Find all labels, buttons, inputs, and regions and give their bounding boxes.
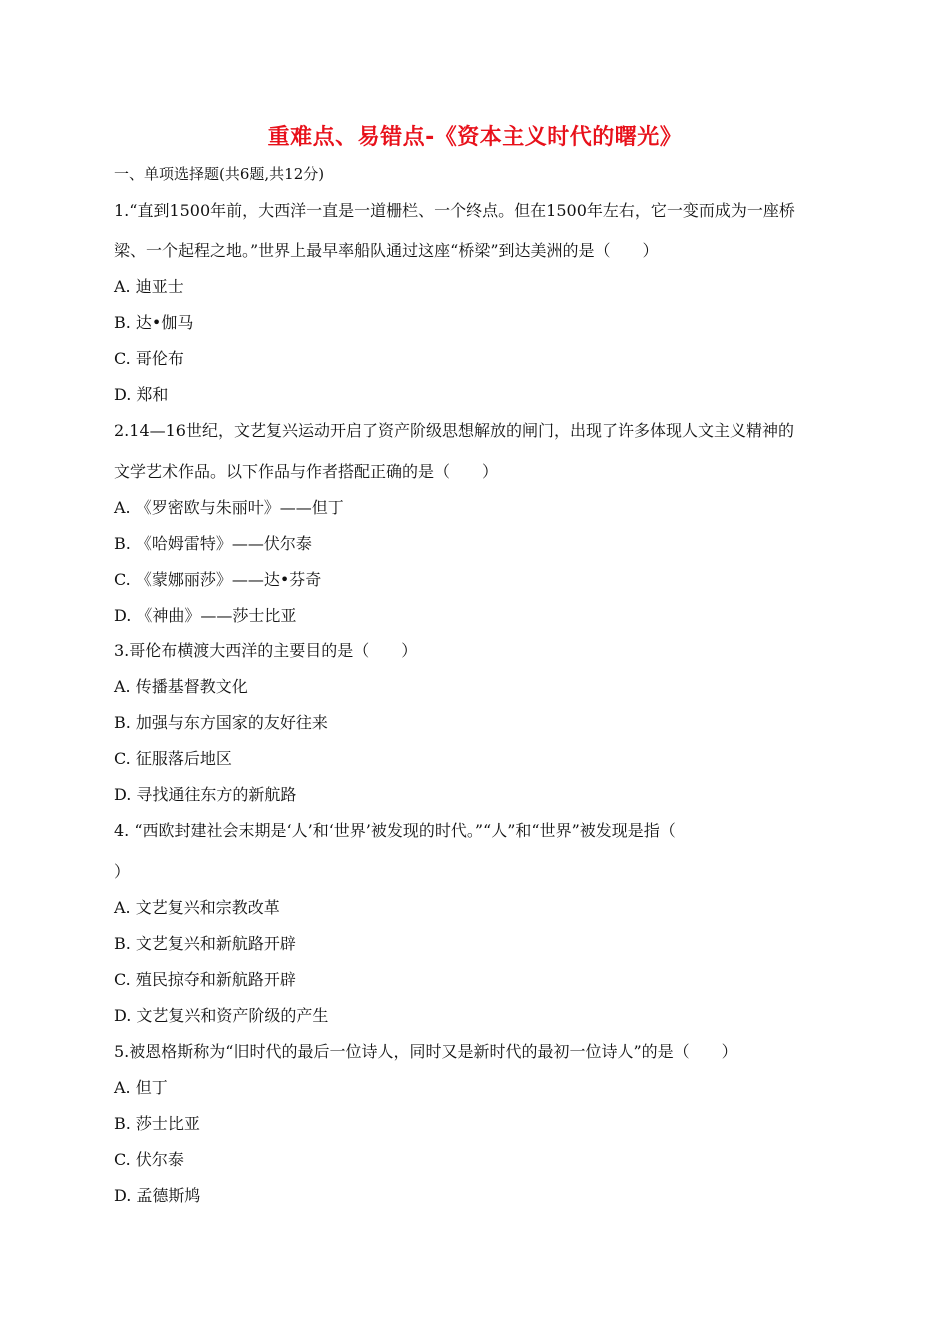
question-1-option-b: B. 达•伽马 [114, 313, 194, 332]
question-5-line-1: 5.被恩格斯称为“旧时代的最后一位诗人，同时又是新时代的最初一位诗人”的是（ ） [114, 1042, 738, 1061]
section-heading: 一、单项选择题(共6题,共12分) [114, 165, 325, 183]
question-5-option-a: A. 但丁 [114, 1078, 168, 1097]
document-title: 重难点、易错点-《资本主义时代的曙光》 [267, 125, 683, 150]
question-3-option-a: A. 传播基督教文化 [114, 677, 248, 696]
question-4-option-a: A. 文艺复兴和宗教改革 [114, 898, 280, 917]
question-4-option-d: D. 文艺复兴和资产阶级的产生 [114, 1006, 329, 1025]
question-4-option-c: C. 殖民掠夺和新航路开辟 [114, 970, 296, 989]
question-5-option-b: B. 莎士比亚 [114, 1114, 200, 1133]
question-1-line-2: 梁、一个起程之地。”世界上最早率船队通过这座“桥梁”到达美洲的是（ ） [114, 241, 659, 260]
question-2-line-2: 文学艺术作品。以下作品与作者搭配正确的是（ ） [114, 462, 499, 481]
question-3-option-c: C. 征服落后地区 [114, 749, 232, 768]
question-5-option-c: C. 伏尔泰 [114, 1150, 184, 1169]
question-4-option-b: B. 文艺复兴和新航路开辟 [114, 934, 296, 953]
question-2-line-1: 2.14—16世纪，文艺复兴运动开启了资产阶级思想解放的闸门，出现了许多体现人文主义精神的 [114, 421, 794, 440]
question-2-option-b: B. 《哈姆雷特》——伏尔泰 [114, 534, 312, 553]
question-5-option-d: D. 孟德斯鸠 [114, 1186, 201, 1205]
question-4-line-1: 4. “西欧封建社会末期是‘人’和‘世界’被发现的时代。”“人”和“世界”被发现是指（ [114, 821, 676, 840]
question-2-option-a: A. 《罗密欧与朱丽叶》——但丁 [114, 498, 344, 517]
question-3-line-1: 3.哥伦布横渡大西洋的主要目的是（ ） [114, 641, 418, 660]
question-1-option-c: C. 哥伦布 [114, 349, 184, 368]
question-3-option-b: B. 加强与东方国家的友好往来 [114, 713, 328, 732]
question-1-option-a: A. 迪亚士 [114, 277, 184, 296]
question-4-line-2: ） [114, 862, 131, 881]
question-3-option-d: D. 寻找通往东方的新航路 [114, 785, 297, 804]
question-2-option-c: C. 《蒙娜丽莎》——达•芬奇 [114, 570, 322, 589]
question-2-option-d: D. 《神曲》——莎士比亚 [114, 606, 297, 625]
question-1-option-d: D. 郑和 [114, 385, 169, 404]
question-1-line-1: 1.“直到1500年前，大西洋一直是一道栅栏、一个终点。但在1500年左右，它一变而成为一座桥 [114, 201, 795, 220]
